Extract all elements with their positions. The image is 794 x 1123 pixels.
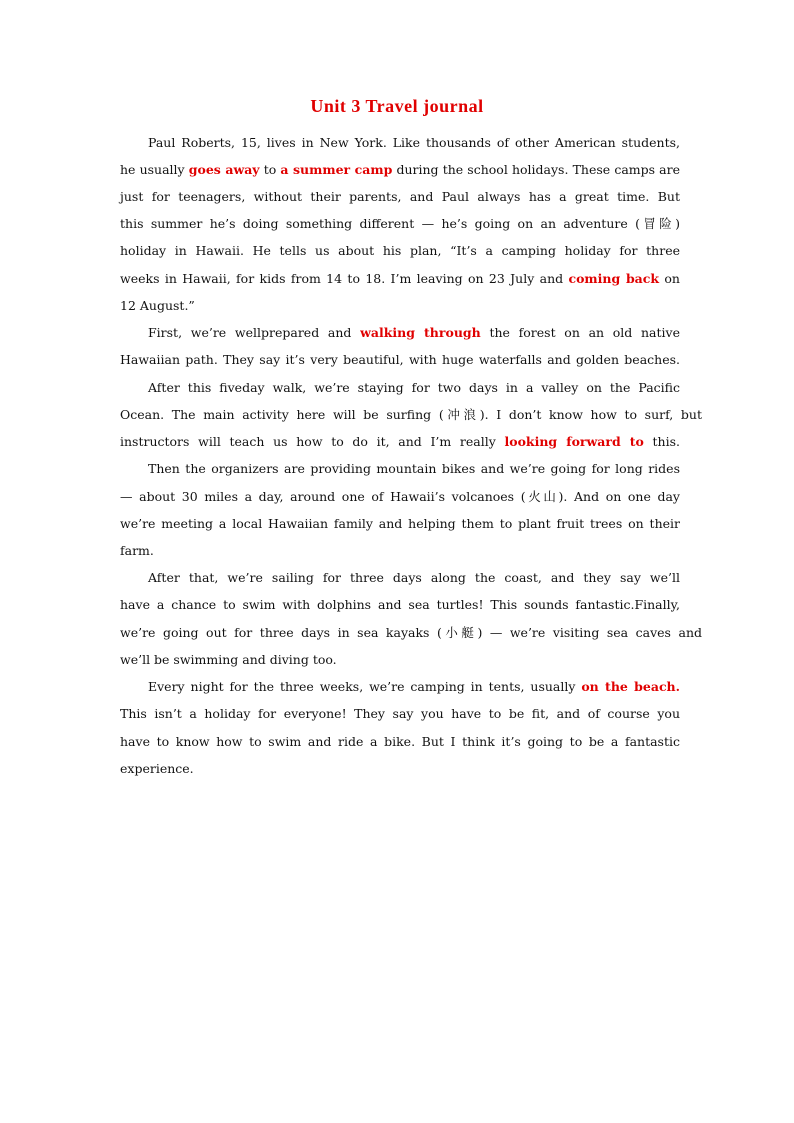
highlighted-phrase: coming back [568, 271, 660, 286]
text-segment: holiday in Hawaii. He tells us about his plan, “It’s a camping holiday for three [120, 243, 680, 258]
text-line [120, 649, 680, 671]
text-line [148, 132, 680, 154]
text-segment: Ocean. The main activity here will be surfing (冲浪). I don’t know how to surf, but [120, 407, 702, 422]
text-segment: farm. [120, 543, 154, 558]
text-segment: we’re going out for three days in sea kayaks (小艇) — we’re visiting sea caves and [120, 625, 702, 640]
highlighted-phrase: goes away [188, 162, 260, 177]
text-line [120, 513, 680, 535]
text-line [148, 676, 680, 698]
text-line [120, 731, 680, 753]
text-line [148, 458, 680, 480]
highlighted-phrase: looking forward to [504, 434, 644, 449]
text-line [120, 594, 680, 616]
text-segment: this. [643, 434, 680, 449]
text-segment: this summer he’s doing something different — he’s going on an adventure (冒险) [120, 216, 680, 231]
text-segment: we’ll be swimming and diving too. [120, 652, 337, 667]
text-line [120, 295, 680, 317]
text-segment: experience. [120, 761, 194, 776]
text-segment: weeks in Hawaii, for kids from 14 to 18. I’m leaving on 23 July and [120, 271, 569, 286]
text-segment: Every night for the three weeks, we’re camping in tents, usually [148, 679, 582, 694]
text-segment: we’re meeting a local Hawaiian family and helping them to plant fruit trees on their [120, 516, 680, 531]
text-line [120, 703, 680, 725]
highlighted-phrase: on the beach. [581, 679, 680, 694]
text-segment: 12 August.” [120, 298, 195, 313]
text-line [120, 431, 680, 453]
document-title: Unit 3 Travel journal [310, 96, 484, 116]
text-segment: This isn’t a holiday for everyone! They say you have to be fit, and of course you [120, 706, 680, 721]
text-line [148, 377, 680, 399]
text-line [120, 159, 680, 181]
text-segment: he usually [120, 162, 189, 177]
text-segment: Hawaiian path. They say it’s very beautiful, with huge waterfalls and golden beaches. [120, 352, 680, 367]
text-line [120, 240, 680, 262]
text-line [148, 567, 680, 589]
text-segment: have to know how to swim and ride a bike. But I think it’s going to be a fantastic [120, 734, 680, 749]
text-line [120, 758, 680, 780]
text-segment: Then the organizers are providing mountain bikes and we’re going for long rides [148, 461, 680, 476]
text-segment: the forest on an old native [480, 325, 680, 340]
highlighted-phrase: walking through [360, 325, 481, 340]
text-segment: instructors will teach us how to do it, and I’m really [120, 434, 505, 449]
text-line [120, 268, 680, 290]
text-line [120, 622, 702, 644]
text-line [120, 404, 702, 426]
highlighted-phrase: a summer camp [280, 162, 393, 177]
text-line [120, 213, 680, 235]
text-segment: to [259, 162, 281, 177]
text-line [120, 349, 680, 371]
text-segment: After that, we’re sailing for three days along the coast, and they say we’ll [148, 570, 680, 585]
text-segment: during the school holidays. These camps are [392, 162, 680, 177]
text-segment: have a chance to swim with dolphins and sea turtles! This sounds fantastic.Finally, [120, 597, 680, 612]
text-segment: Paul Roberts, 15, lives in New York. Like thousands of other American students, [148, 135, 680, 150]
text-line [148, 322, 680, 344]
text-line [120, 486, 680, 508]
text-segment: First, we’re wellprepared and [148, 325, 361, 340]
text-line [120, 540, 680, 562]
text-segment: After this fiveday walk, we’re staying for two days in a valley on the Pacific [148, 380, 680, 395]
text-segment: — about 30 miles a day, around one of Hawaii’s volcanoes (火山). And on one day [120, 489, 680, 504]
text-segment: just for teenagers, without their parents, and Paul always has a great time. But [120, 189, 680, 204]
text-segment: on [659, 271, 680, 286]
text-line [120, 186, 680, 208]
